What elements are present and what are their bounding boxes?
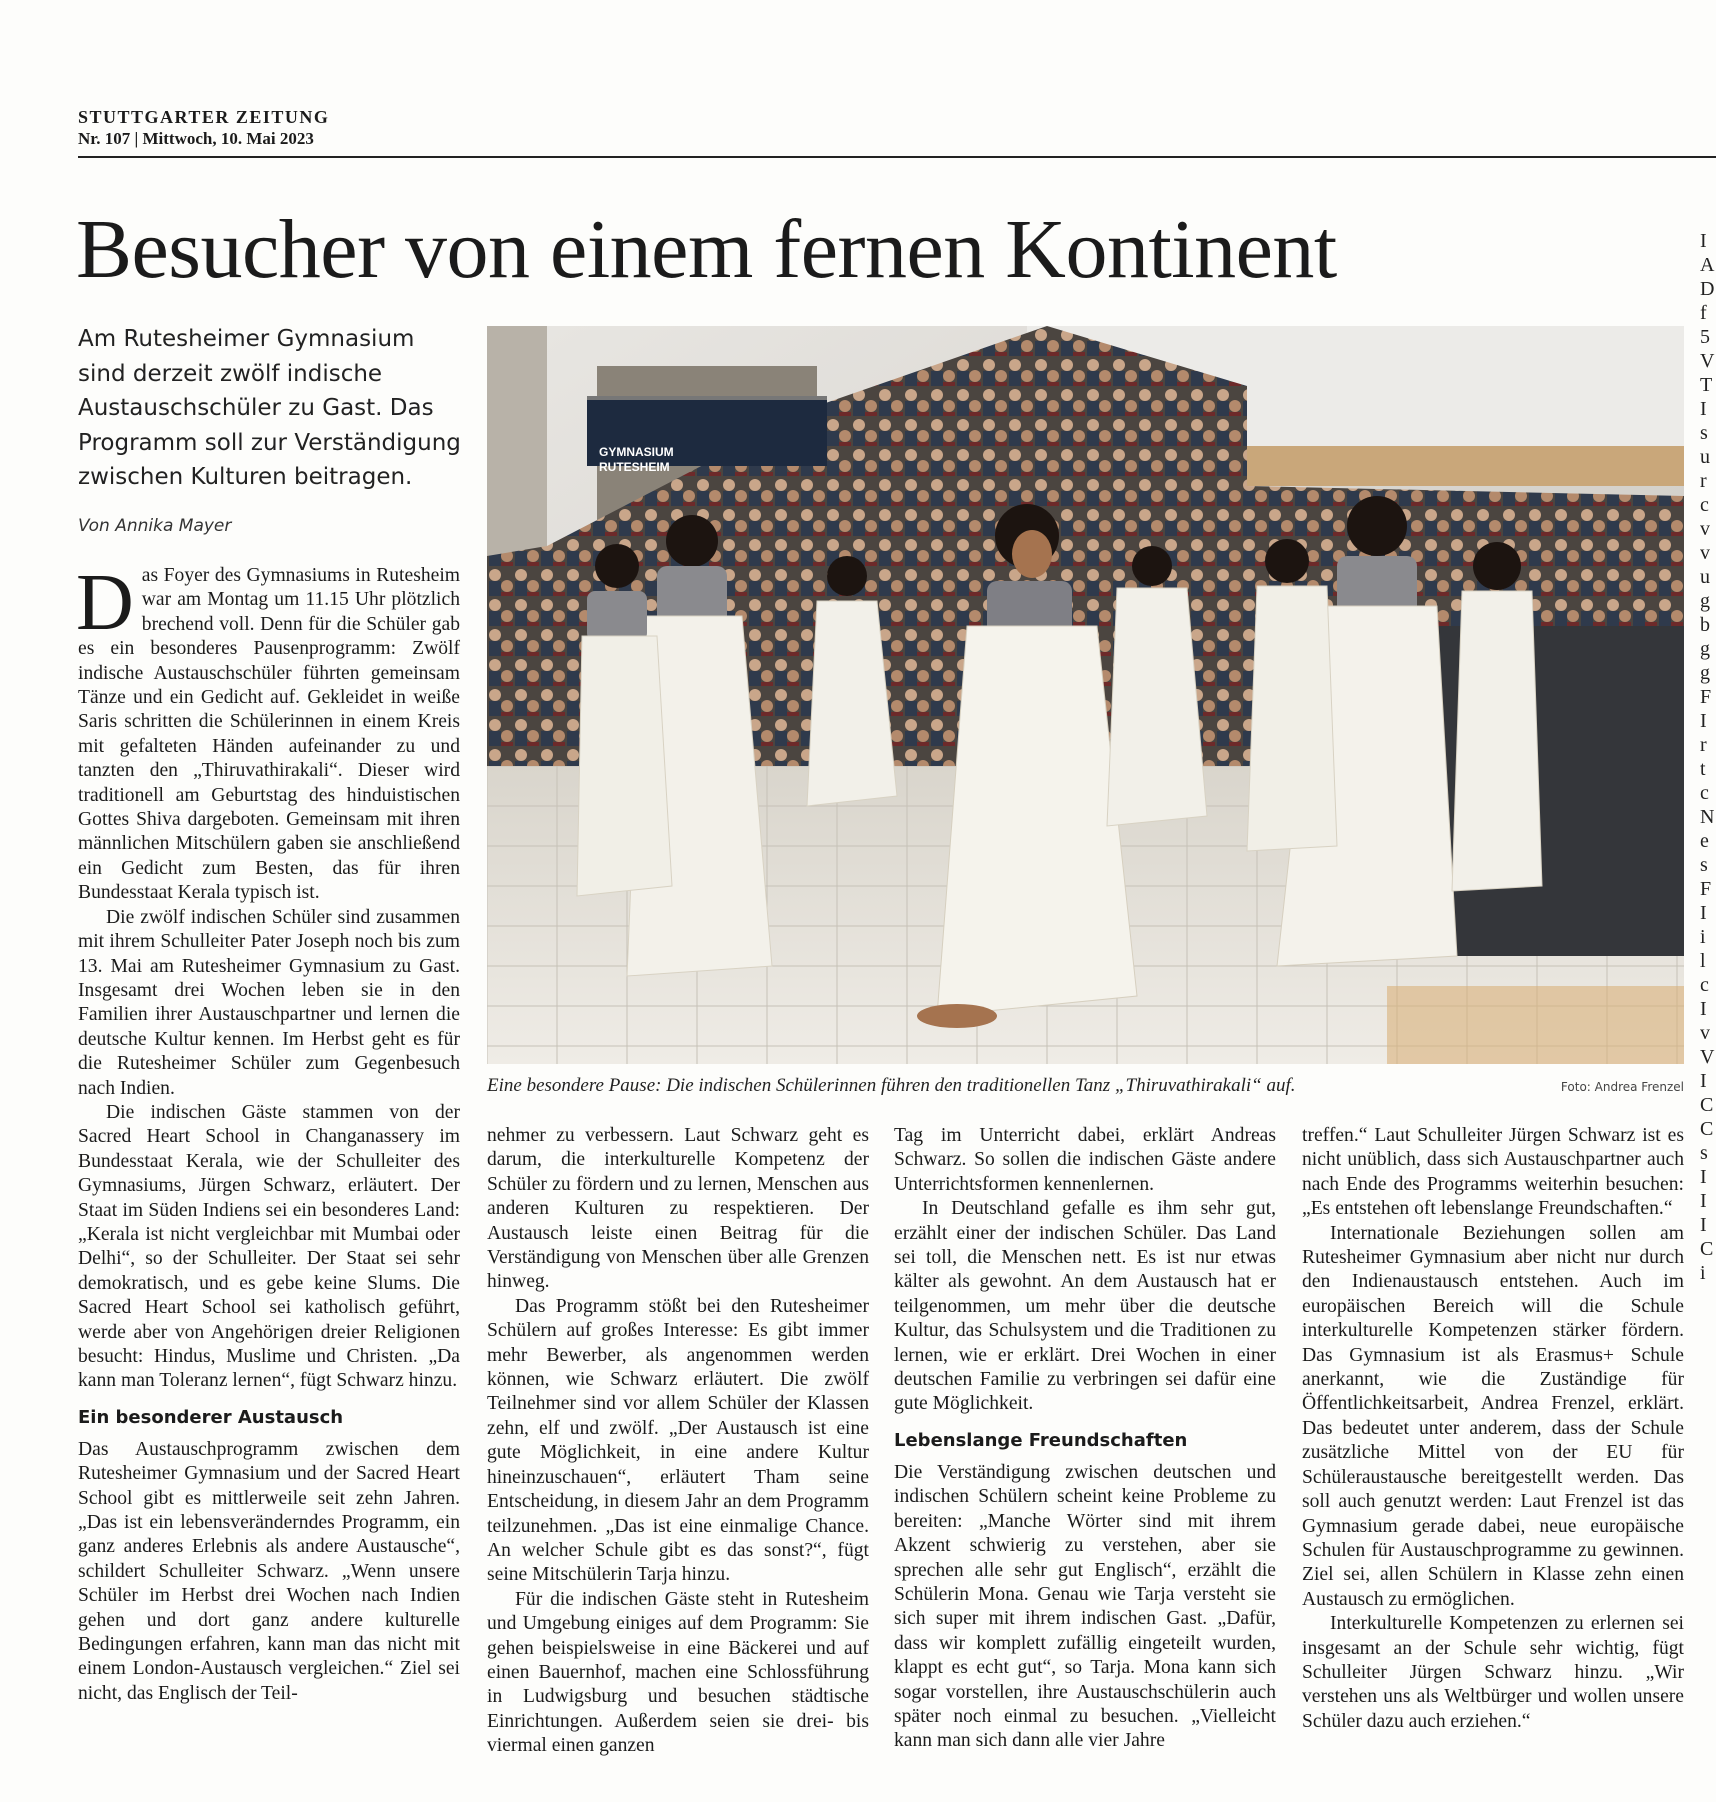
paragraph: treffen.“ Laut Schulleiter Jürgen Schwarz ist es nicht unüblich, dass sich Austauschpartner auch nach Ende des Programms weiterhin besuchen: „Es entstehen oft lebenslange Freundschaften.“: [1302, 1125, 1684, 1220]
fragment-letter: c: [1700, 782, 1709, 804]
dance-photo: [487, 326, 1684, 1064]
paragraph: Tag im Unterricht dabei, erklärt Andreas Schwarz. So sollen die indischen Gäste andere Unterrichtsformen kennenlernen.: [894, 1125, 1276, 1195]
paragraph: nehmer zu verbessern. Laut Schwarz geht es darum, die interkulturelle Kompetenz der Schüler zu fördern und zu lernen, Menschen aus anderen Kulturen zu respektieren. Der Austausch leiste einen Beitrag für die Verständigung von Menschen über alle Grenzen hinweg.: [487, 1125, 869, 1293]
article-dek: Am Rutesheimer Gymnasium sind derzeit zwölf indische Austauschschüler zu Gast. Das Programm soll zur Verständigung zwischen Kulturen beitragen.: [78, 326, 461, 490]
school-sign-line2: RUTESHEIM: [599, 460, 670, 474]
paragraph: Für die indischen Gäste steht in Rutesheim und Umgebung einiges auf dem Programm: Sie gehen beispielsweise in eine Bäckerei und auf einen Bauernhof, machen eine Schlossführung in Ludwigsburg und besuchen städtische Einrichtungen. Außerdem seien sie drei- bis viermal einen ganzen: [487, 1588, 869, 1757]
fragment-letter: i: [1700, 1262, 1706, 1284]
fragment-letter: i: [1700, 926, 1706, 948]
fragment-letter: I: [1700, 710, 1707, 732]
article-column-2: [487, 1124, 869, 1759]
fragment-letter: u: [1700, 446, 1710, 468]
paragraph: Das Programm stößt bei den Rutesheimer Schülern auf großes Interesse: Es gibt immer mehr Bewerber, als angenommen werden können, wie Schwarz erläutert. Die zwölf Teilnehmer sind vor allem Schüler der Klassen zehn, elf und zwölf. „Der Austausch ist eine gute Möglichkeit, in eine andere Kultur hineinzuschauen“, erläutert Tham seine Entscheidung, in diesem Jahr an dem Programm teilzunehmen. „Das ist eine einmalige Chance. An welcher Schule gibt es das sonst?“, fügt seine Mitschülerin Tarja hinzu.: [487, 1295, 869, 1586]
fragment-letter: r: [1700, 734, 1707, 756]
fragment-letter: F: [1700, 878, 1712, 900]
fragment-letter: I: [1700, 1070, 1707, 1092]
fragment-letter: C: [1700, 1118, 1714, 1140]
dancer: [1452, 542, 1542, 891]
fragment-letter: I: [1700, 398, 1707, 420]
fragment-letter: I: [1700, 230, 1707, 252]
fragment-letter: A: [1700, 254, 1715, 276]
fragment-letter: I: [1700, 1190, 1707, 1212]
byline: Von Annika Mayer: [78, 516, 232, 536]
fragment-letter: I: [1700, 1214, 1707, 1236]
fragment-letter: C: [1700, 1238, 1714, 1260]
dancer: [1247, 539, 1337, 851]
headline: Besucher von einem fernen Kontinent: [76, 203, 1337, 296]
photo-credit: Foto: Andrea Frenzel: [1560, 1080, 1684, 1094]
fragment-letter: u: [1700, 566, 1710, 588]
fragment-letter: s: [1700, 422, 1708, 444]
subheading: Lebenslange Freundschaften: [894, 1429, 1188, 1451]
fragment-letter: V: [1700, 1046, 1715, 1068]
paragraph: Internationale Beziehungen sollen am Rutesheimer Gymnasium aber nicht nur durch den Indienaustausch entstehen. Auch im europäischen Bereich will die Schule interkulturelle Kompetenzen stärker fördern. Das Gymnasium ist als Erasmus+ Schule anerkannt, wie die Zuständige für Öffentlichkeitsarbeit, Andrea Frenzel, erklärt. Das bedeutet unter anderem, dass der Schule zusätzliche Mittel von der EU für Schüleraustausche bereitgestellt werden. Das soll auch genutzt werden: Laut Frenzel ist das Gymnasium gerade dabei, neue europäische Schulen für Austauschprogramme zu gewinnen. Ziel sei, allen Schülern in Klasse zehn einen Austausch zu ermöglichen.: [1302, 1222, 1684, 1610]
fragment-letter: v: [1700, 518, 1710, 540]
fragment-letter: v: [1700, 1022, 1710, 1044]
fragment-letter: F: [1700, 686, 1712, 708]
fragment-letter: v: [1700, 542, 1710, 564]
fragment-letter: g: [1700, 662, 1710, 684]
fragment-letter: g: [1700, 638, 1710, 660]
paragraph: Die indischen Gäste stammen von der Sacred Heart School in Changanassery im Bundesstaat Kerala, wie der Schulleiter des Gymnasiums, Jürgen Schwarz, erläutert. Der Staat im Süden Indiens sei ein besonderes Land: „Kerala ist nicht vergleichbar mit Mumbai oder Delhi“, so der Schulleiter. Der Staat sei sehr demokratisch, und es gebe keine Slums. Die Sacred Heart School sei katholisch geführt, werde aber von Angehörigen dreier Religionen besucht: Hindus, Muslime und Christen. „Da kann man Toleranz lernen“, fügt Schwarz hinzu.: [78, 1101, 460, 1392]
fragment-letter: e: [1700, 830, 1709, 852]
fragment-letter: r: [1700, 470, 1707, 492]
fragment-letter: 5: [1700, 326, 1710, 348]
fragment-letter: I: [1700, 1166, 1707, 1188]
paragraph: In Deutschland gefalle es ihm sehr gut, erzählt einer der indischen Schüler. Das Land sei toll, die Menschen nett. Es ist nur etwas kälter als gewohnt. An dem Austausch hat er teilgenommen, um mehr über die deutsche Kultur, das Schulsystem und die Traditionen zu lernen, wie er erklärt. Drei Wochen in einer deutschen Familie zu verbringen sei dafür eine gute Möglichkeit.: [894, 1198, 1276, 1415]
drop-cap: D: [76, 559, 134, 647]
fragment-letter: I: [1700, 902, 1707, 924]
fragment-letter: D: [1700, 278, 1715, 300]
paragraph: [76, 559, 460, 906]
masthead: [78, 106, 329, 150]
fragment-letter: l: [1700, 950, 1706, 972]
fragment-letter: g: [1700, 590, 1710, 612]
paragraph: Die Verständigung zwischen deutschen und indischen Schülern scheint keine Probleme zu bereiten: „Manche Wörter sind mit ihrem Akzent schwierig zu verstehen, aber sie sprechen alle sehr gut Englisch“, erzählt die Schülerin Mona. Genau wie Tarja versteht sie sich super mit ihrem indischen Gast. „Dafür, dass wir komplett zufällig eingeteilt wurden, klappt es echt gut“, so Tarja. Mona kann sich sogar vorstellen, ihre Austauschschülerin auch später noch einmal zu besuchen. „Vielleicht kann man sich dann alle vier Jahre: [894, 1461, 1276, 1752]
fragment-letter: N: [1700, 806, 1715, 828]
fragment-letter: b: [1700, 614, 1710, 636]
fragment-letter: c: [1700, 494, 1709, 516]
adjacent-article-fragment: [1700, 230, 1716, 1802]
fragment-letter: C: [1700, 1094, 1714, 1116]
subheading: Ein besonderer Austausch: [78, 1406, 344, 1428]
fragment-letter: f: [1700, 302, 1707, 324]
fragment-letter: t: [1700, 758, 1706, 780]
fragment-letter: V: [1700, 350, 1715, 372]
paragraph-text: as Foyer des Gymnasiums in Rutesheim war am Montag um 11.15 Uhr plötzlich brechend voll. Denn für die Schüler gab es ein besonderes Pausenprogramm: Zwölf indische Austauschschüler führten gemeinsam Tänze und ein Gedicht auf. Gekleidet in weiße Saris schritten die Schülerinnen in einem Kreis mit gefalteten Händen aufeinander zu und tanzten den „Thiruvathirakali“. Dieser wird traditionell am Geburtstag des hinduistischen Gottes Shiva dargeboten. Gemeinsam mit ihren männlichen Mitschülern gaben sie anschließend ein Gedicht zum Besten, das für ihren Bundesstaat Kerala typisch ist.: [78, 565, 460, 904]
school-sign-line1: GYMNASIUM: [599, 445, 674, 459]
fragment-letter: c: [1700, 974, 1709, 996]
photo-caption: Eine besondere Pause: Die indischen Schülerinnen führen den traditionellen Tanz „Thiruvathirakali“ auf.: [487, 1075, 1296, 1096]
fragment-letter: s: [1700, 854, 1708, 876]
fragment-letter: s: [1700, 1142, 1708, 1164]
issue-date: Nr. 107 | Mittwoch, 10. Mai 2023: [78, 129, 314, 148]
paragraph: Die zwölf indischen Schüler sind zusammen mit ihrem Schulleiter Pater Joseph noch bis zum 13. Mai am Rutesheimer Gymnasium zu Gast. Insgesamt drei Wochen leben sie in den Familien ihrer Austauschpartner und lernen die deutsche Kultur kennen. Im Herbst geht es für die Rutesheimer Schüler zum Gegenbesuch nach Indien.: [78, 906, 460, 1099]
paragraph: Das Austauschprogramm zwischen dem Rutesheimer Gymnasium und der Sacred Heart School gibt es mittlerweile seit zehn Jahren. „Das ist ein lebensveränderndes Programm, ein ganz anderes Erlebnis als andere Austausche“, schildert Schulleiter Schwarz. „Wenn unsere Schüler im Herbst drei Wochen nach Indien gehen und dort ganz andere kulturelle Bedingungen erfahren, kann man das nicht mit einem London-Austausch vergleichen.“ Ziel sei nicht, das Englisch der Teil-: [78, 1438, 460, 1704]
masthead-rule: [78, 156, 1716, 158]
article-column-4: [1302, 1124, 1684, 1734]
fragment-letter: I: [1700, 998, 1707, 1020]
article-column-1: [76, 559, 460, 1706]
article-column-3: [894, 1124, 1276, 1754]
paragraph: Interkulturelle Kompetenzen zu erlernen sei insgesamt an der Schule sehr wichtig, fügt Schulleiter Jürgen Schwarz hinzu. „Wir verstehen uns als Weltbürger und wollen unsere Schüler dazu auch erziehen.“: [1302, 1613, 1684, 1732]
newspaper-name: STUTTGARTER ZEITUNG: [78, 107, 330, 127]
fragment-letter: T: [1700, 374, 1713, 396]
